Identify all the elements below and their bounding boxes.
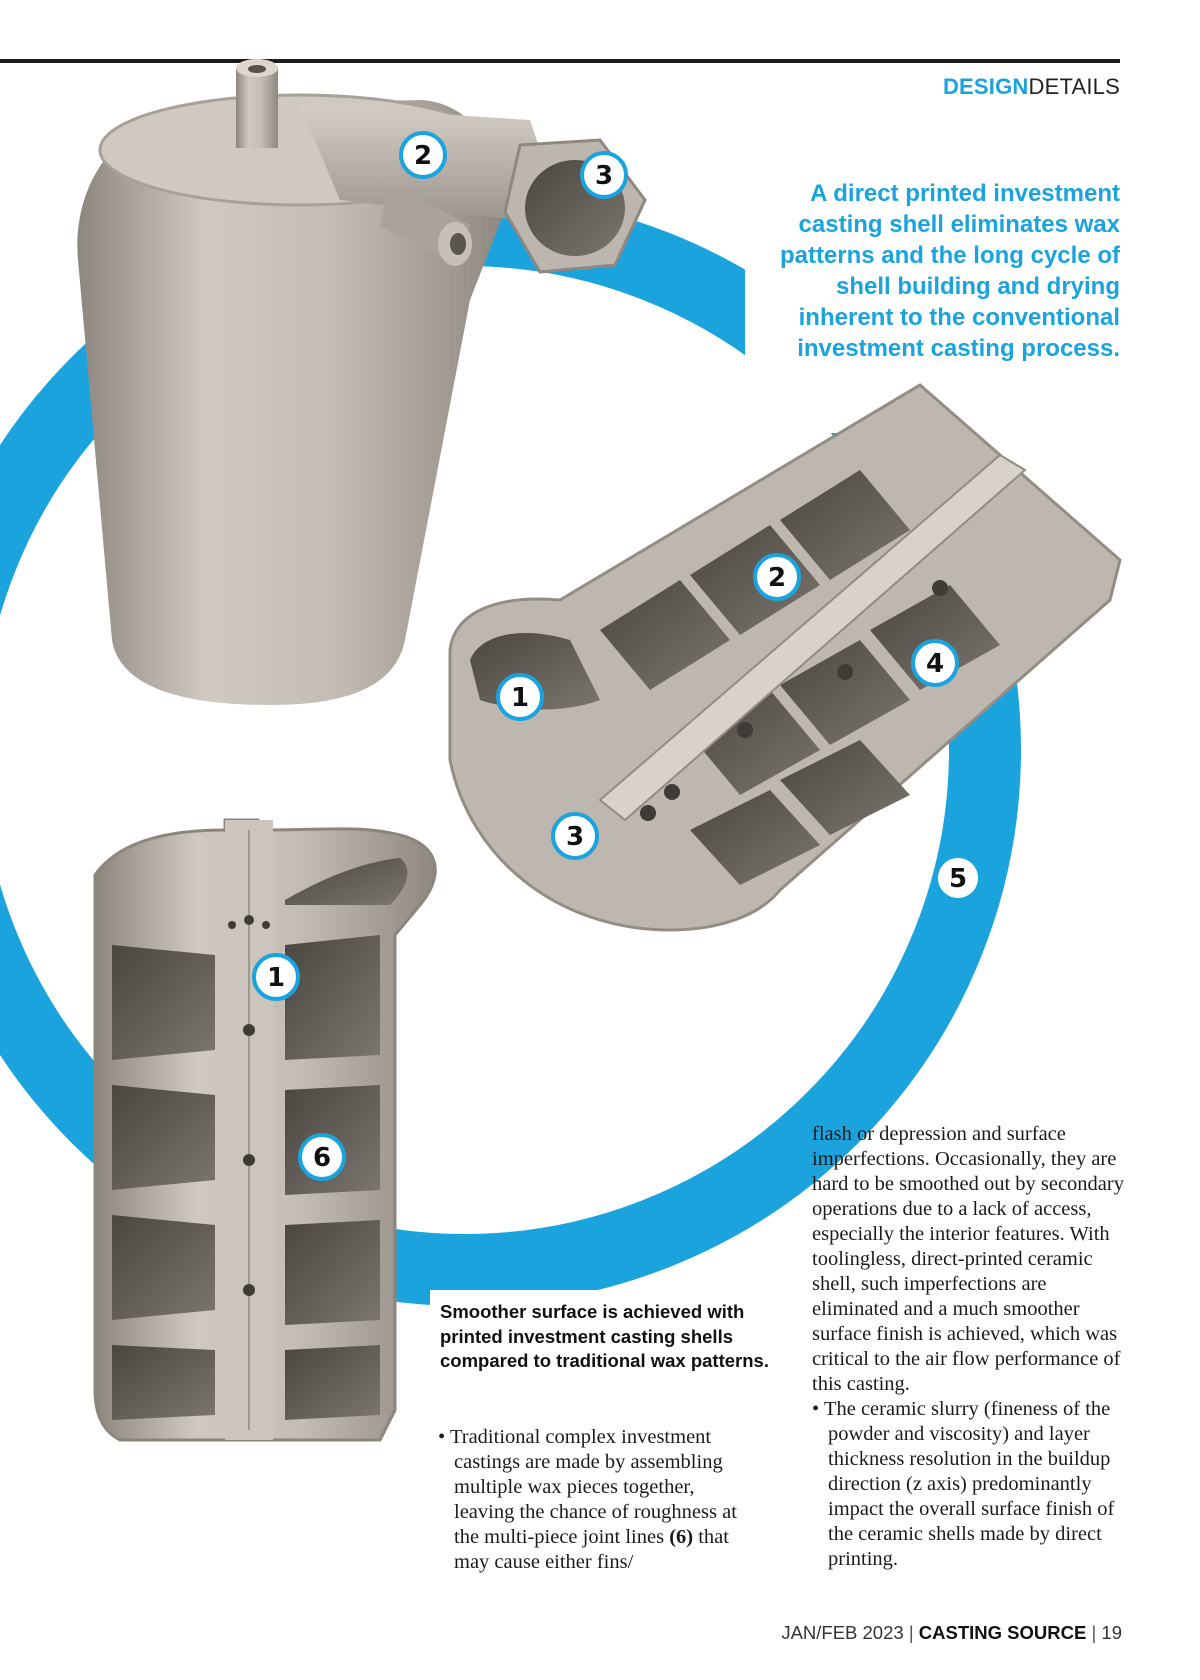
bullet-marker: • [438, 1426, 446, 1448]
footer-divider: | [908, 1622, 914, 1643]
callout-middle-4 [913, 641, 957, 685]
body-text: Traditional complex investment castings are made by assembling multiple wax pieces together, leaving the chance of roughness at the multi-piece joint lines [449, 1426, 737, 1548]
body-paragraph-continued: flash or depression and surface imperfections. Occasionally, they are hard to be smoothed out by secondary operations due to a lack of access, especially the interior features. With toolingless, direct-printed ceramic shell, such imperfections are eliminated and a much smoother surface finish is achieved, which was critical to the air flow performance of this casting. [812, 1123, 1124, 1395]
svg-text:1: 1 [510, 683, 530, 713]
body-text: The ceramic slurry (fineness of the powder and viscosity) and layer thickness resolution in the buildup direction (z axis) predominantly impact the overall surface finish of the ceramic shells made by direct printing. [823, 1398, 1115, 1570]
section-header-light: DETAILS [1028, 74, 1120, 99]
svg-text:5: 5 [948, 864, 968, 894]
callout-middle-1 [498, 675, 542, 719]
body-column-left [438, 1425, 758, 1575]
svg-text:2: 2 [767, 563, 787, 593]
page-footer [781, 1622, 1122, 1644]
figure-caption-top: A direct printed investment casting shell eliminates wax patterns and the long cycle of shell building and drying inherent to the conventional investment casting process. [779, 180, 1120, 362]
callout-middle-5 [936, 856, 980, 900]
bullet-paragraph-1 [438, 1425, 758, 1575]
svg-text:4: 4 [925, 649, 945, 679]
footer-divider: | [1091, 1622, 1097, 1643]
callout-bottom-1 [254, 955, 298, 999]
figure-reference: (6) [669, 1526, 694, 1548]
svg-text:6: 6 [312, 1143, 332, 1173]
issue-date: JAN/FEB 2023 [781, 1622, 904, 1643]
svg-text:3: 3 [565, 822, 585, 852]
body-column-right [812, 1122, 1127, 1572]
callout-middle-2 [755, 555, 799, 599]
bottom-casting-part [95, 820, 435, 1440]
section-header-bold: DESIGN [942, 74, 1029, 99]
body-text: that may cause either fins/ [454, 1526, 729, 1573]
callout-top-2 [401, 133, 445, 177]
middle-casting-part [450, 385, 1120, 930]
bullet-marker: • [812, 1398, 820, 1420]
svg-text:2: 2 [413, 141, 433, 171]
bullet-paragraph-2 [812, 1397, 1127, 1572]
svg-text:3: 3 [594, 161, 614, 191]
callout-bottom-6 [300, 1135, 344, 1179]
callout-top-3 [582, 153, 626, 197]
callout-middle-3 [553, 814, 597, 858]
svg-text:1: 1 [266, 963, 286, 993]
page-number: 19 [1101, 1622, 1122, 1643]
figure-caption-side: Smoother surface is achieved with printed investment casting shells compared to traditional wax patterns. [440, 1301, 769, 1371]
magazine-name: CASTING SOURCE [918, 1622, 1087, 1643]
